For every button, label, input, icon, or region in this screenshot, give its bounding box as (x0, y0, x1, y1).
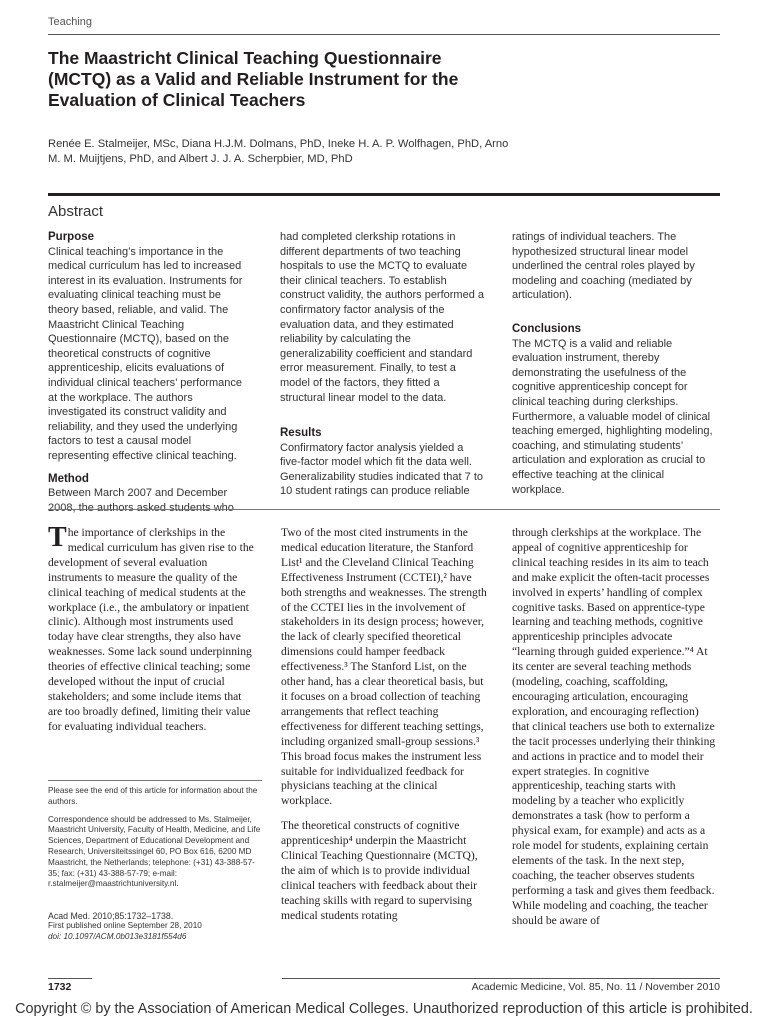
footnote-divider (48, 780, 262, 781)
method-text-continued: had completed clerkship rotations in different departments of two teaching hospitals to use the MCTQ to evaluate their clinical teachers. To establish construct validity, the authors performed a confirmatory factor analysis of the evaluation data, and they estimated reliability by calculating the generalizability coefficient and standard error measurement. Finally, to test a model of the factors, they fitted a structural linear model to the data. (280, 231, 485, 404)
abstract-heading: Abstract (48, 203, 104, 220)
top-divider (48, 34, 720, 35)
doi-line: doi: 10.1097/ACM.0b013e3181f554d6 (48, 931, 187, 941)
method-text: Between March 2007 and December 2008, the authors asked students who (48, 487, 234, 514)
body-divider (48, 509, 720, 510)
results-text-clip (280, 441, 485, 499)
results-text-continued: ratings of individual teachers. The hypothesized structural linear model underlined the central roles played by modeling and coaching (mediated by articulation). (512, 230, 695, 302)
published-line: First published online September 28, 2010 (48, 921, 202, 931)
method-text-clip (48, 486, 253, 516)
purpose-heading: Purpose (48, 231, 95, 243)
article-title: The Maastricht Clinical Teaching Questionnaire (MCTQ) as a Valid and Reliable Instrument for the Evaluation of Clinical Teachers (48, 48, 459, 110)
conclusions-heading: Conclusions (512, 323, 582, 335)
results-text: Confirmatory factor analysis yielded a five-factor model which fit the data well. Generalizability studies indicated that 7 to 10 student ratings can produce reliable (280, 441, 484, 498)
drop-cap: T (48, 522, 67, 553)
theory-paragraph: The theoretical constructs of cognitive apprenticeship⁴ underpin the Maastricht Clinical Teaching Questionnaire (MCTQ), the aim of which is to provide individual clinical teachers with feedback about their teaching skills with regard to supervising medical students rotating (281, 819, 478, 922)
abstract-divider (48, 193, 720, 196)
citation-block (48, 911, 264, 942)
body-column-1 (48, 522, 254, 745)
section-label: Teaching (48, 16, 93, 28)
purpose-text: Clinical teaching’s importance in the medical curriculum has led to increased interest in its evaluation. Instruments for evaluating clinical teaching must be theory based, reliable, and valid. The Maastricht Clinical Teaching Questionnaire (MCTQ), based on the theoretical constructs of cognitive apprenticeship, elicits evaluations of individual clinical teachers’ performance at the workplace. The authors investigated its construct validity and reliability, and they used the underlying factors to test a causal model representing effective clinical teaching. (48, 245, 243, 462)
instruments-paragraph: Two of the most cited instruments in the medical education literature, the Stanford List¹ and the Cleveland Clinical Teaching Effectiveness Instrument (CCTEI),² have both strengths and weaknesses. The strength of the CCTEI lies in the involvement of stakeholders in its design process; however, the lack of clearly specified theoretical dimensions could hamper feedback effectiveness.³ The Stanford List, on the other hand, has a clear theoretical basis, but it focuses on a broad collection of teaching arrangements that reflect teaching effectiveness for different teaching settings, including organized small-group sessions.³ This broad focus makes the instrument less suitable for individualized feedback for physicians teaching at the clinical workplace. (281, 526, 487, 808)
body-column-3 (512, 526, 718, 938)
apprenticeship-paragraph: through clerkships at the workplace. The appeal of cognitive apprenticeship for clinical teaching resides in its aim to teach and make explicit the often-tacit processes involved in experts’ handling of complex cognitive tasks. Based on apprentice-type learning and teaching methods, cognitive apprenticeship principles advocate “learning through guided experience.”⁴ At its center are several teaching methods (modeling, coaching, scaffolding, encouraging articulation, encouraging exploration, and encouraging reflection) that clinical teachers use both to externalize the tacit processes underlying their thinking and actions in practice and to model their expert strategies. In cognitive apprenticeship, teaching starts with modeling by a teacher who explicitly demonstrates a task (how to perform a physical exam, for example) and acts as a role model for students, explaining certain elements of the task. In the next step, coaching, the teacher observes students performing a task and gives them feedback. While modeling and coaching, the teacher should be aware of (512, 526, 716, 927)
correspondence-note: Correspondence should be addressed to Ms. Stalmeijer, Maastricht University, Faculty of Health, Medicine, and Life Sciences, Department of Educational Development and Research, Universiteitssingel 60, PO Box 616, 6200 MD Maastricht, the Netherlands; telephone: (+31) 43-388-57-35; fax: (+31) 43-388-57-79; e-mail: r.stalmeijer@maastrichtuniversity.nl. (48, 814, 261, 889)
footer-rule-left (48, 978, 92, 979)
intro-paragraph: he importance of clerkships in the medical curriculum has given rise to the development of several evaluation instruments to measure the quality of the clinical teaching of medical students at the workplace (i.e., the ambulatory or inpatient clinic). Although most instruments used today have clear strengths, they also have weaknesses. Some lack sound underpinning theories of effective clinical teaching; some developed without the input of crucial stakeholders; and some include items that are too broadly defined, limiting their value for evaluating individual teachers. (48, 526, 254, 733)
conclusions-text: The MCTQ is a valid and reliable evaluation instrument, thereby demonstrating the usefulness of the cognitive apprenticeship concept for clinical teaching during clerkships. Furthermore, a valuable model of clinical teaching emerged, highlighting modeling, coaching, and stimulating students’ articulation and exploration as crucial to effective teaching at the clinical workplace. (512, 337, 713, 496)
abstract-column-1 (48, 230, 253, 516)
abstract-column-2 (280, 230, 485, 499)
copyright-notice: Copyright © by the Association of American Medical Colleges. Unauthorized reproduction of this article is prohibited. (15, 1001, 753, 1017)
citation-line: Acad Med. 2010;85:1732–1738. (48, 911, 174, 921)
abstract-column-3 (512, 230, 717, 505)
author-list: Renée E. Stalmeijer, MSc, Diana H.J.M. Dolmans, PhD, Ineke H. A. P. Wolfhagen, PhD, Arno M. M. Muijtjens, PhD, and Albert J. J. A. Scherpbier, MD, PhD (48, 138, 509, 165)
method-continuation-clip (280, 230, 485, 415)
page-number: 1732 (48, 981, 72, 993)
author-notes (48, 786, 264, 897)
author-info-note: Please see the end of this article for information about the authors. (48, 786, 258, 806)
results-continuation-clip (512, 230, 717, 304)
footer-rule-right (282, 978, 720, 979)
method-heading: Method (48, 472, 89, 485)
body-column-2 (281, 526, 487, 934)
results-heading: Results (280, 427, 322, 439)
journal-reference: Academic Medicine, Vol. 85, No. 11 / November 2010 (471, 981, 720, 993)
